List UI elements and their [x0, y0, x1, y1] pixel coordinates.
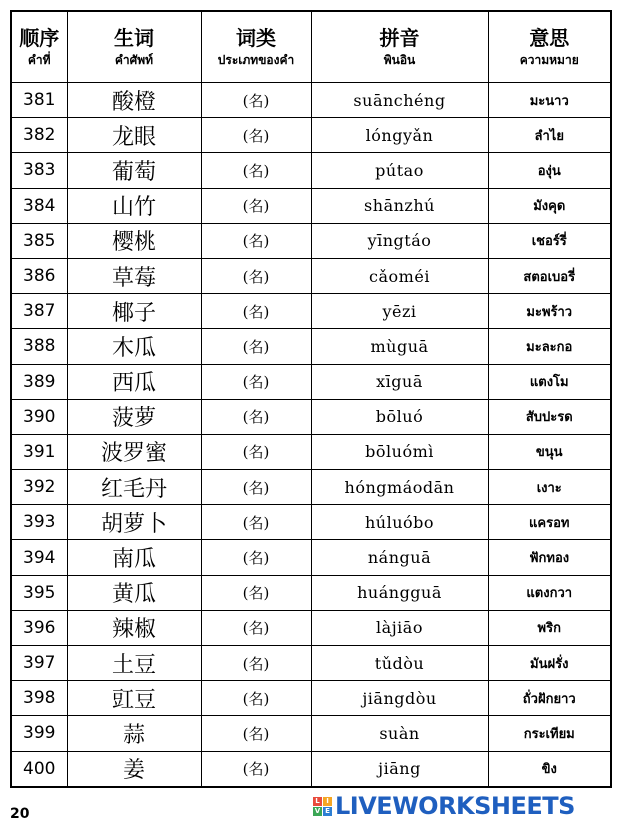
row-number: 399	[11, 716, 67, 751]
header-number-cn: 顺序	[19, 26, 60, 50]
table-row	[11, 751, 611, 787]
row-pinyin: suānchéng	[311, 83, 488, 118]
row-number: 388	[11, 329, 67, 364]
row-pinyin: hóngmáodān	[311, 470, 488, 505]
row-part-of-speech: (名)	[201, 223, 311, 258]
row-number: 400	[11, 751, 67, 787]
header-meaning-cn: 意思	[529, 26, 570, 50]
row-word: 波罗蜜	[67, 434, 201, 469]
row-pinyin: cǎoméi	[311, 258, 488, 293]
row-number: 389	[11, 364, 67, 399]
row-meaning: แตงโม	[488, 364, 611, 399]
header-pos-th: ประเภทของคำ	[217, 53, 295, 67]
logo-mark-letter: L	[313, 797, 322, 806]
row-number: 382	[11, 118, 67, 153]
row-word: 红毛丹	[67, 470, 201, 505]
row-meaning: เงาะ	[488, 470, 611, 505]
row-part-of-speech: (名)	[201, 258, 311, 293]
table-row	[11, 118, 611, 153]
row-part-of-speech: (名)	[201, 294, 311, 329]
header-number	[11, 11, 67, 83]
header-word-th: คำศัพท์	[114, 53, 154, 67]
header-word	[67, 11, 201, 83]
header-number-th: คำที่	[27, 53, 51, 67]
row-word: 草莓	[67, 258, 201, 293]
row-word: 酸橙	[67, 83, 201, 118]
row-meaning: ฟักทอง	[488, 540, 611, 575]
table-row	[11, 681, 611, 716]
header-row	[11, 11, 611, 83]
row-part-of-speech: (名)	[201, 118, 311, 153]
row-pinyin: nánguā	[311, 540, 488, 575]
row-pinyin: tǔdòu	[311, 646, 488, 681]
row-word: 龙眼	[67, 118, 201, 153]
row-word: 姜	[67, 751, 201, 787]
row-pinyin: pútao	[311, 153, 488, 188]
row-number: 383	[11, 153, 67, 188]
row-pinyin: xīguā	[311, 364, 488, 399]
row-meaning: มังคุด	[488, 188, 611, 223]
header-pinyin-th: พินอิน	[383, 53, 416, 67]
header-pos	[201, 11, 311, 83]
row-number: 394	[11, 540, 67, 575]
row-pinyin: yīngtáo	[311, 223, 488, 258]
row-meaning: มะพร้าว	[488, 294, 611, 329]
row-meaning: ขิง	[488, 751, 611, 787]
row-word: 土豆	[67, 646, 201, 681]
row-part-of-speech: (名)	[201, 681, 311, 716]
row-pinyin: làjiāo	[311, 610, 488, 645]
row-word: 南瓜	[67, 540, 201, 575]
row-number: 386	[11, 258, 67, 293]
row-pinyin: suàn	[311, 716, 488, 751]
row-word: 西瓜	[67, 364, 201, 399]
row-part-of-speech: (名)	[201, 575, 311, 610]
row-number: 397	[11, 646, 67, 681]
table-row	[11, 188, 611, 223]
row-part-of-speech: (名)	[201, 434, 311, 469]
table-row	[11, 399, 611, 434]
row-word: 椰子	[67, 294, 201, 329]
live-logo-mark-icon	[313, 797, 332, 816]
logo-text: LIVEWORKSHEETS	[335, 792, 575, 820]
row-word: 山竹	[67, 188, 201, 223]
table-row	[11, 329, 611, 364]
row-pinyin: húluóbo	[311, 505, 488, 540]
row-part-of-speech: (名)	[201, 329, 311, 364]
liveworksheets-logo	[313, 792, 575, 820]
table-row	[11, 470, 611, 505]
table-row	[11, 223, 611, 258]
row-part-of-speech: (名)	[201, 646, 311, 681]
row-pinyin: lóngyǎn	[311, 118, 488, 153]
row-meaning: แตงกวา	[488, 575, 611, 610]
table-row	[11, 258, 611, 293]
row-part-of-speech: (名)	[201, 153, 311, 188]
table-row	[11, 434, 611, 469]
row-pinyin: shānzhú	[311, 188, 488, 223]
row-number: 395	[11, 575, 67, 610]
logo-mark-letter: I	[323, 797, 332, 806]
row-number: 385	[11, 223, 67, 258]
row-word: 葡萄	[67, 153, 201, 188]
row-word: 黄瓜	[67, 575, 201, 610]
row-part-of-speech: (名)	[201, 399, 311, 434]
row-number: 393	[11, 505, 67, 540]
row-meaning: มะนาว	[488, 83, 611, 118]
row-meaning: สับปะรด	[488, 399, 611, 434]
table-row	[11, 153, 611, 188]
table-row	[11, 505, 611, 540]
header-pos-cn: 词类	[236, 26, 276, 50]
header-meaning	[488, 11, 611, 83]
row-meaning: สตอเบอรี่	[488, 258, 611, 293]
row-number: 381	[11, 83, 67, 118]
header-pinyin-cn: 拼音	[379, 26, 420, 50]
row-part-of-speech: (名)	[201, 751, 311, 787]
table-row	[11, 364, 611, 399]
row-meaning: ขนุน	[488, 434, 611, 469]
row-meaning: ลำไย	[488, 118, 611, 153]
row-number: 391	[11, 434, 67, 469]
table-row	[11, 646, 611, 681]
table-row	[11, 610, 611, 645]
table-row	[11, 294, 611, 329]
row-part-of-speech: (名)	[201, 716, 311, 751]
row-meaning: มันฝรั่ง	[488, 646, 611, 681]
row-word: 樱桃	[67, 223, 201, 258]
row-part-of-speech: (名)	[201, 505, 311, 540]
table-row	[11, 575, 611, 610]
row-meaning: องุ่น	[488, 153, 611, 188]
row-pinyin: bōluómì	[311, 434, 488, 469]
row-word: 豇豆	[67, 681, 201, 716]
row-word: 木瓜	[67, 329, 201, 364]
page-number: 20	[10, 806, 30, 822]
row-number: 387	[11, 294, 67, 329]
row-number: 398	[11, 681, 67, 716]
header-meaning-th: ความหมาย	[519, 53, 579, 67]
row-part-of-speech: (名)	[201, 83, 311, 118]
table-row	[11, 83, 611, 118]
row-word: 菠萝	[67, 399, 201, 434]
row-meaning: พริก	[488, 610, 611, 645]
row-number: 392	[11, 470, 67, 505]
row-number: 390	[11, 399, 67, 434]
row-word: 胡萝卜	[67, 505, 201, 540]
logo-mark-letter: V	[314, 806, 321, 815]
row-meaning: ถั่วฝักยาว	[488, 681, 611, 716]
row-meaning: เชอร์รี่	[488, 223, 611, 258]
row-meaning: แครอท	[488, 505, 611, 540]
row-part-of-speech: (名)	[201, 470, 311, 505]
header-word-cn: 生词	[114, 26, 154, 50]
table-row	[11, 540, 611, 575]
logo-mark-letter: E	[323, 807, 332, 816]
row-word: 辣椒	[67, 610, 201, 645]
table-row	[11, 716, 611, 751]
row-meaning: กระเทียม	[488, 716, 611, 751]
row-number: 384	[11, 188, 67, 223]
row-meaning: มะละกอ	[488, 329, 611, 364]
row-number: 396	[11, 610, 67, 645]
row-part-of-speech: (名)	[201, 540, 311, 575]
row-pinyin: yēzi	[311, 294, 488, 329]
row-pinyin: mùguā	[311, 329, 488, 364]
vocabulary-table	[10, 10, 612, 788]
row-part-of-speech: (名)	[201, 364, 311, 399]
header-pinyin	[311, 11, 488, 83]
row-pinyin: huángguā	[311, 575, 488, 610]
row-pinyin: bōluó	[311, 399, 488, 434]
row-pinyin: jiāng	[311, 751, 488, 787]
row-part-of-speech: (名)	[201, 188, 311, 223]
row-part-of-speech: (名)	[201, 610, 311, 645]
row-word: 蒜	[67, 716, 201, 751]
row-pinyin: jiāngdòu	[311, 681, 488, 716]
